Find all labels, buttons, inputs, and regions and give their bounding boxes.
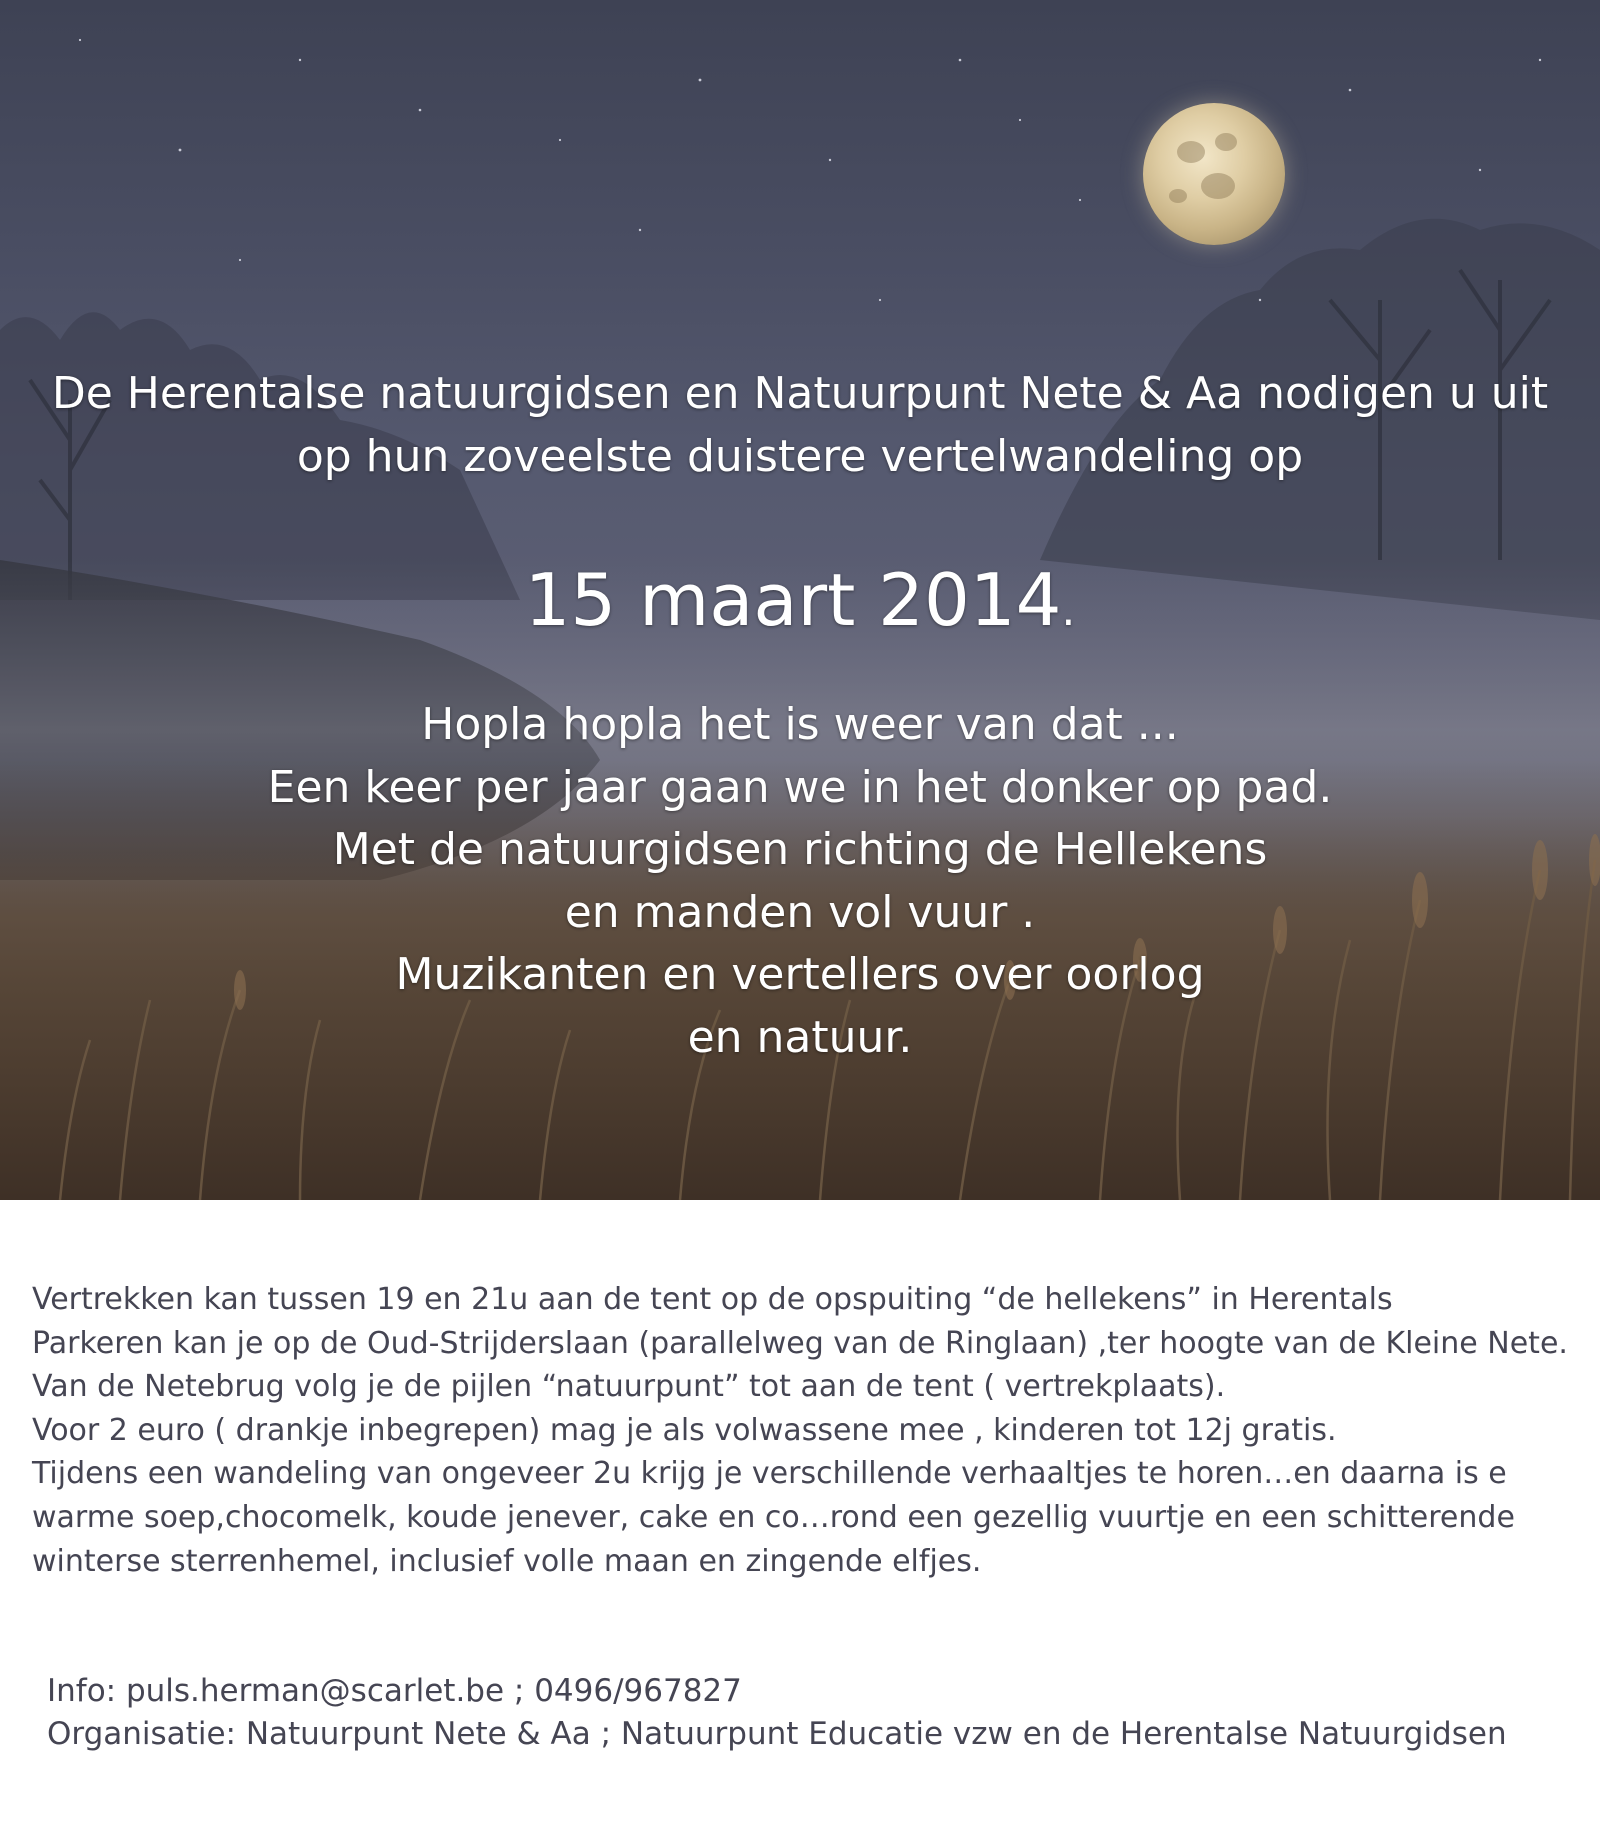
event-date-text: 15 maart 2014 (524, 558, 1062, 642)
organisation-info: Organisatie: Natuurpunt Nete & Aa ; Natuurpunt Educatie vzw en de Herentalse Natuurgidsen (47, 1716, 1507, 1752)
poem-line: en manden vol vuur . (564, 886, 1036, 938)
contact-footer (47, 1670, 1587, 1756)
intro-line: De Herentalse natuurgidsen en Natuurpunt Nete & Aa nodigen u uit (51, 368, 1549, 419)
poem-line: Hopla hopla het is weer van dat ... (421, 699, 1179, 750)
detail-line: Voor 2 euro ( drankje inbegrepen) mag je als volwassene mee , kinderen tot 12j gratis. (32, 1412, 1337, 1448)
moon-crater (1169, 189, 1187, 203)
detail-line: warme soep,chocomelk, koude jenever, cake en co…rond een gezellig vuurtje en een schitterende (32, 1499, 1515, 1535)
moon-crater (1215, 133, 1237, 151)
invitation-intro (0, 362, 1600, 488)
event-details (32, 1278, 1592, 1583)
detail-line: Tijdens een wandeling van ongeveer 2u krijg je verschillende verhaaltjes te horen…en daarna is e (32, 1456, 1507, 1492)
moon-crater (1201, 173, 1235, 199)
detail-line: Van de Netebrug volg je de pijlen “natuurpunt” tot aan de tent ( vertrekplaats). (32, 1369, 1226, 1405)
event-date (0, 560, 1600, 651)
poem-line: Een keer per jaar gaan we in het donker op pad. (267, 761, 1333, 813)
moon-crater (1177, 141, 1205, 163)
poem-line: en natuur. (687, 1011, 913, 1063)
detail-line: winterse sterrenhemel, inclusief volle maan en zingende elfjes. (32, 1543, 982, 1579)
full-moon (1143, 103, 1285, 245)
detail-line: Vertrekken kan tussen 19 en 21u aan de tent op de opspuiting “de hellekens” in Herentals (32, 1282, 1393, 1317)
poem-line: Met de natuurgidsen richting de Hellekens (332, 824, 1268, 875)
contact-info: Info: puls.herman@scarlet.be ; 0496/967827 (47, 1673, 742, 1709)
poem-line: Muzikanten en vertellers over oorlog (395, 949, 1205, 1000)
event-date-suffix: . (1061, 585, 1076, 636)
invitation-poem (0, 694, 1600, 1069)
detail-line: Parkeren kan je op de Oud-Strijderslaan (parallelweg van de Ringlaan) ,ter hoogte van de Kleine Nete. (32, 1325, 1568, 1361)
intro-line: op hun zoveelste duistere vertelwandeling op (296, 431, 1304, 482)
